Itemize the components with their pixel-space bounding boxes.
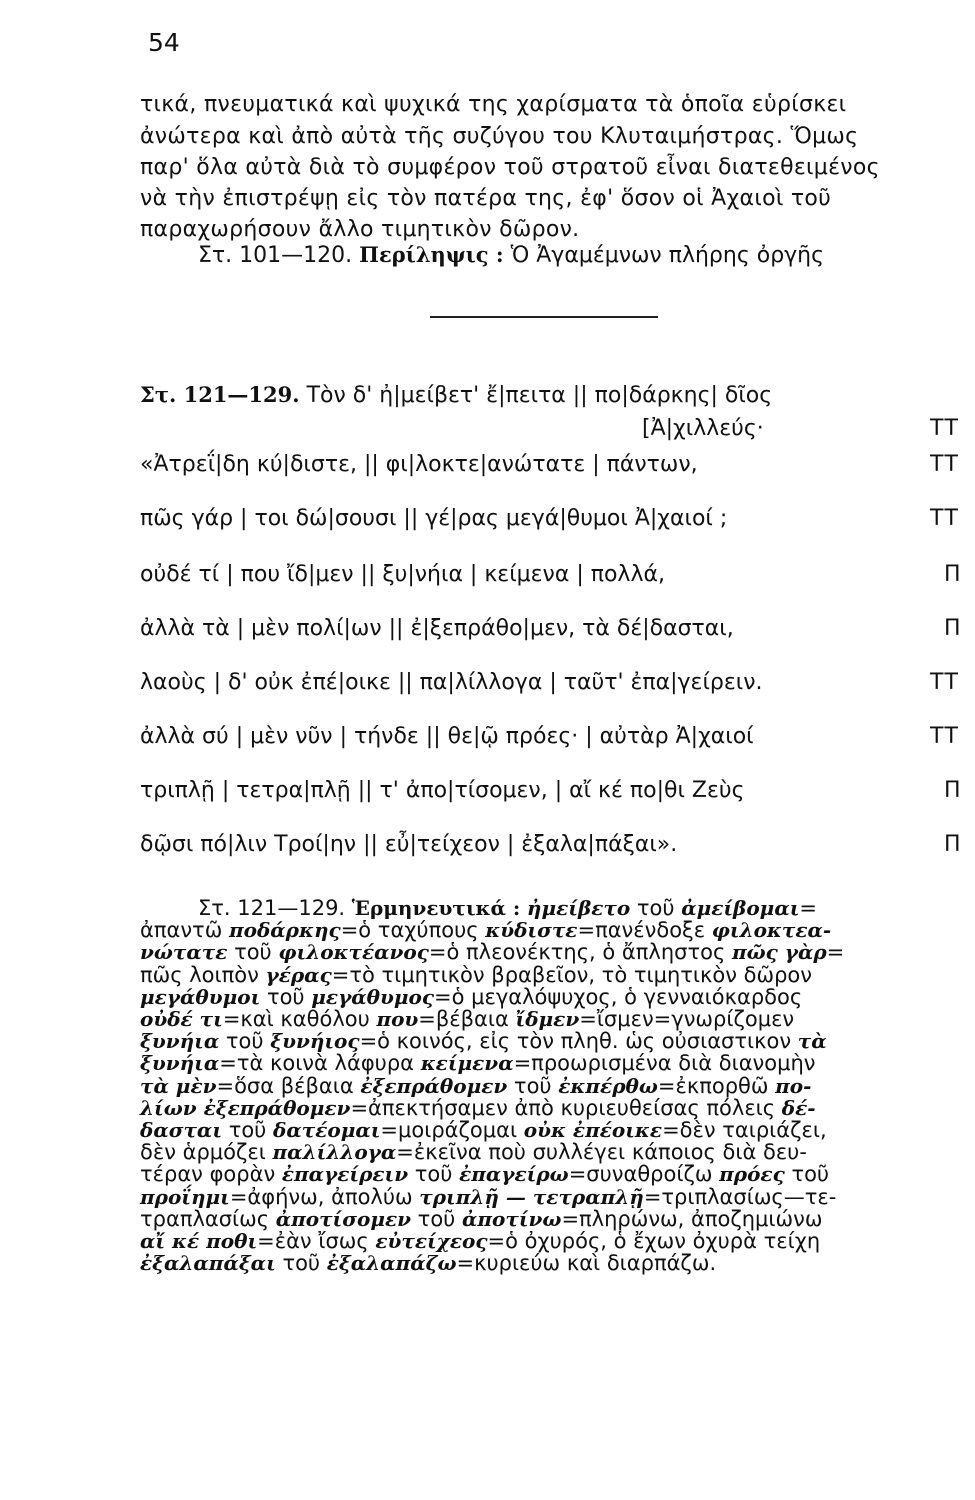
note-headword: ξυνήια bbox=[140, 1051, 220, 1075]
note-text: =ἐκπορθῶ bbox=[657, 1074, 776, 1098]
note-headword: μεγάθυμοι bbox=[140, 985, 261, 1009]
note-headword: φιλοκτεα- bbox=[711, 918, 832, 942]
note-headword: τὰ bbox=[797, 1029, 827, 1053]
note-headword: κύδιστε bbox=[485, 918, 578, 942]
summary-label: Περίληψις : bbox=[359, 242, 504, 267]
note-line bbox=[140, 1118, 827, 1142]
note-headword: πο- bbox=[775, 1074, 812, 1098]
note-text: τοῦ bbox=[408, 1162, 460, 1186]
note-text: τέραν φορὰν bbox=[140, 1162, 282, 1186]
note-headword: λίων ἐξεπράθομεν bbox=[140, 1096, 351, 1120]
note-text: = bbox=[826, 940, 845, 964]
note-headword: ἀποτίσομεν bbox=[275, 1207, 411, 1231]
note-text: τοῦ bbox=[219, 1029, 271, 1053]
note-headword: ποδάρκης bbox=[228, 918, 341, 942]
note-line bbox=[140, 940, 844, 964]
note-text: =κυριεύω καὶ διαρπάζω. bbox=[456, 1251, 717, 1275]
note-text: =ἐὰν ἴσως bbox=[257, 1229, 376, 1253]
note-headword: πῶς γὰρ bbox=[731, 940, 827, 964]
prose-line: παρ' ὅλα αὐτὰ διὰ τὸ συμφέρον τοῦ στρατοῦ εἶναι διατεθειμένος bbox=[140, 155, 880, 180]
note-text: =ἐκεῖνα ποὺ συλλέγει κάποιος διὰ δευ- bbox=[396, 1140, 807, 1164]
verse-line: λαοὺς | δ' οὐκ ἐπέ|οικε || πα|λίλλογα | ταῦτ' ἐπα|γείρειν. bbox=[140, 670, 763, 695]
note-headword: παλίλλογα bbox=[272, 1140, 397, 1164]
meter-mark: ΤΤ bbox=[930, 670, 959, 695]
page-number: 54 bbox=[148, 28, 180, 57]
verse-heading bbox=[140, 382, 772, 408]
verse-line: δῷσι πό|λιν Τροί|ην || εὖ|τείχεον | ἐξαλα|πάξαι». bbox=[140, 832, 678, 857]
note-text: =ἴσμεν=γνωρίζομεν bbox=[579, 1007, 795, 1031]
notes-label: Ἑρμηνευτικά : bbox=[351, 896, 521, 920]
note-headword: νώτατε bbox=[140, 940, 228, 964]
note-text: =καὶ καθόλου bbox=[222, 1007, 377, 1031]
notes-ref: Στ. 121—129. bbox=[198, 896, 346, 920]
note-text: τοῦ bbox=[222, 1118, 274, 1142]
meter-mark: Π bbox=[944, 616, 962, 641]
note-line bbox=[140, 1007, 794, 1031]
note-text: =τὰ κοινὰ λάφυρα bbox=[219, 1051, 421, 1075]
verse-line: ἀλλὰ σύ | μὲν νῦν | τήνδε || θε|ῷ πρόες· | αὐτὰρ Ἀ|χαιοί bbox=[140, 724, 754, 749]
note-text: =τὸ τιμητικὸν βραβεῖον, τὸ τιμητικὸν δῶρον bbox=[331, 963, 812, 987]
note-headword: ἐξεπράθομεν bbox=[360, 1074, 508, 1098]
note-headword: ξυνήια bbox=[140, 1029, 220, 1053]
meter-mark: Π bbox=[944, 832, 962, 857]
notes-heading bbox=[198, 896, 817, 920]
meter-mark: Π bbox=[944, 778, 962, 803]
note-text: = bbox=[799, 896, 817, 920]
note-text: =ὁ κοινός, εἰς τὸν πληθ. ὡς οὐσιαστικον bbox=[359, 1029, 798, 1053]
note-text: δὲν ἁρμόζει bbox=[140, 1140, 273, 1164]
note-line bbox=[140, 1029, 827, 1053]
note-text: =ὁ μεγαλόψυχος, ὁ γενναιόκαρδος bbox=[434, 985, 803, 1009]
note-text: τοῦ bbox=[275, 1251, 327, 1275]
verse-line: «Ἀτρεΐ|δη κύ|διστε, || φι|λοκτε|ανώτατε | πάντων, bbox=[140, 452, 698, 477]
note-headword: γέρας bbox=[265, 963, 332, 987]
note-text: τοῦ bbox=[507, 1074, 559, 1098]
note-headword: εὐτείχεος bbox=[375, 1229, 488, 1253]
summary-ref: Στ. 101—120. bbox=[198, 243, 353, 268]
note-text: =μοιράζομαι bbox=[380, 1118, 524, 1142]
note-line bbox=[140, 1185, 836, 1209]
note-headword: προΐημι bbox=[140, 1185, 230, 1209]
note-line bbox=[140, 1207, 822, 1231]
note-headword: κείμενα bbox=[420, 1051, 514, 1075]
note-headword: οὐκ ἐπέοικε bbox=[523, 1118, 663, 1142]
note-line bbox=[140, 1251, 716, 1275]
verse-line: [Ἀ|χιλλεύς· bbox=[642, 416, 764, 441]
note-text: τοῦ bbox=[260, 985, 312, 1009]
note-text: =πανένδοξε bbox=[577, 918, 712, 942]
note-headword: ἐξαλαπάξαι bbox=[140, 1251, 276, 1275]
note-headword: ἐπαγείρω bbox=[459, 1162, 569, 1186]
note-headword: ἀποτίνω bbox=[462, 1207, 562, 1231]
note-headword: τὰ μὲν bbox=[140, 1074, 217, 1098]
note-headword: ἠμείβετο bbox=[526, 896, 631, 920]
note-text: τοῦ bbox=[227, 940, 279, 964]
note-text: τοῦ bbox=[630, 896, 682, 920]
note-text: =ἀφήνω, ἀπολύω bbox=[229, 1185, 420, 1209]
note-headword: τριπλῇ — τετραπλῇ bbox=[419, 1185, 644, 1209]
verse-line: πῶς γάρ | τοι δώ|σουσι || γέ|ρας μεγά|θυμοι Ἀ|χαιοί ; bbox=[140, 506, 728, 531]
verse-ref: Στ. 121—129. bbox=[140, 382, 300, 407]
note-line bbox=[140, 1074, 811, 1098]
note-headword: πρόες bbox=[719, 1162, 785, 1186]
note-headword: ἐπαγείρειν bbox=[281, 1162, 409, 1186]
meter-mark: ΤΤ bbox=[930, 724, 959, 749]
note-line bbox=[140, 918, 831, 942]
note-text: =τριπλασίως—τε- bbox=[643, 1185, 837, 1209]
note-text: πῶς λοιπὸν bbox=[140, 963, 266, 987]
meter-mark: ΤΤ bbox=[930, 506, 959, 531]
note-headword: φιλοκτέανος bbox=[278, 940, 429, 964]
verse-line: τριπλῇ | τετρα|πλῇ || τ' ἀπο|τίσομεν, | αἴ κέ πο|θι Ζεὺς bbox=[140, 778, 745, 803]
verse-line: ἀλλὰ τὰ | μὲν πολί|ων || ἐ|ξεπράθο|μεν, τὰ δέ|δασται, bbox=[140, 616, 734, 641]
note-headword: μεγάθυμος bbox=[311, 985, 435, 1009]
section-divider bbox=[430, 316, 658, 318]
note-headword: που bbox=[376, 1007, 419, 1031]
meter-mark: ΤΤ bbox=[930, 416, 959, 441]
summary-text: Ὁ Ἀγαμέμνων πλήρης ὀργῆς bbox=[510, 243, 825, 268]
note-headword: δέ- bbox=[781, 1096, 816, 1120]
note-text: =ὁ ταχύπους bbox=[340, 918, 486, 942]
note-line bbox=[140, 985, 802, 1009]
note-text: =δὲν ταιριάζει, bbox=[662, 1118, 827, 1142]
summary-line bbox=[198, 242, 824, 268]
note-headword: δασται bbox=[140, 1118, 223, 1142]
prose-line: τικά, πνευματικά καὶ ψυχικά της χαρίσματα τὰ ὁποῖα εὑρίσκει bbox=[140, 92, 847, 117]
note-line bbox=[140, 963, 812, 987]
note-headword: δατέομαι bbox=[273, 1118, 381, 1142]
note-headword: ἴδμεν bbox=[515, 1007, 580, 1031]
note-line bbox=[140, 1051, 816, 1075]
prose-line: ἀνώτερα καὶ ἀπὸ αὐτὰ τῆς συζύγου του Κλυταιμήστρας. Ὅμως bbox=[140, 124, 859, 149]
note-headword: οὐδέ τι bbox=[140, 1007, 223, 1031]
note-headword: ἐξαλαπάζω bbox=[326, 1251, 457, 1275]
prose-line: νὰ τὴν ἐπιστρέψῃ εἰς τὸν πατέρα της, ἐφ' ὅσον οἱ Ἀχαιοὶ τοῦ bbox=[140, 186, 832, 211]
note-headword: ἐκπέρθω bbox=[558, 1074, 658, 1098]
meter-mark: Π bbox=[944, 562, 962, 587]
note-line bbox=[140, 1140, 807, 1164]
meter-mark: ΤΤ bbox=[930, 452, 959, 477]
note-text: τραπλασίως bbox=[140, 1207, 276, 1231]
note-text: ἀπαντῶ bbox=[140, 918, 229, 942]
note-headword: αἴ κέ ποθι bbox=[140, 1229, 258, 1253]
note-text: =ὁ ὀχυρός, ὁ ἔχων ὀχυρὰ τείχη bbox=[487, 1229, 821, 1253]
note-line bbox=[140, 1096, 816, 1120]
note-line bbox=[140, 1229, 820, 1253]
note-text: =προωρισμένα διὰ διανομὴν bbox=[513, 1051, 816, 1075]
note-line-content bbox=[527, 896, 817, 920]
verse-line: οὐδέ τί | που ἴδ|μεν || ξυ|νήια | κείμενα | πολλά, bbox=[140, 562, 665, 587]
verse-first-line: Τὸν δ' ἠ|μείβετ' ἔ|πειτα || πο|δάρκης| δῖος bbox=[306, 383, 773, 408]
note-text: =ὁ πλεονέκτης, ὁ ἄπληστος bbox=[428, 940, 732, 964]
note-headword: ἀμείβομαι bbox=[681, 896, 800, 920]
note-text: =ὅσα βέβαια bbox=[216, 1074, 361, 1098]
note-line bbox=[140, 1162, 829, 1186]
note-text: =βέβαια bbox=[418, 1007, 516, 1031]
note-text: =συναθροίζω bbox=[568, 1162, 720, 1186]
note-text: τοῦ bbox=[784, 1162, 830, 1186]
note-text: τοῦ bbox=[411, 1207, 462, 1231]
note-text: =ἀπεκτήσαμεν ἀπὸ κυριευθείσας πόλεις bbox=[350, 1096, 782, 1120]
note-headword: ξυνήιος bbox=[270, 1029, 360, 1053]
prose-line: παραχωρήσουν ἄλλο τιμητικὸν δῶρον. bbox=[140, 217, 580, 242]
note-text: =πληρώνω, ἀποζημιώνω bbox=[561, 1207, 823, 1231]
